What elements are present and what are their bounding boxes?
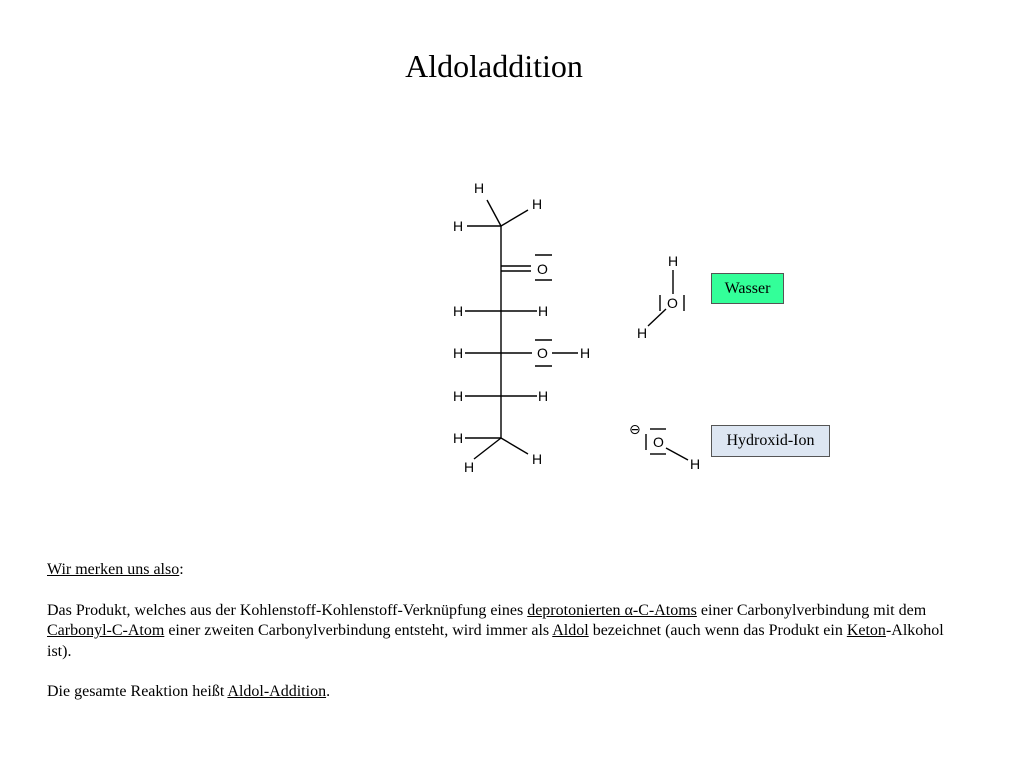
atom-o: O [537, 261, 548, 277]
atom-h: H [453, 345, 464, 361]
atom-h: H [580, 345, 591, 361]
aldol-atoms [453, 180, 590, 475]
term-keton: Keton [846, 622, 886, 639]
atom-o: O [667, 295, 678, 311]
atom-h: H [474, 180, 485, 196]
water-atoms [637, 253, 678, 341]
term-aldol-addition: Aldol-Addition [227, 683, 327, 700]
atom-h: H [532, 196, 543, 212]
water-bonds [648, 270, 684, 326]
water-label: Wasser [711, 273, 784, 304]
atom-h: H [668, 253, 679, 269]
term-carbonyl-c-atom: Carbonyl-C-Atom [47, 622, 165, 639]
atom-h: H [453, 388, 464, 404]
atom-h: H [690, 456, 701, 472]
atom-h: H [538, 303, 549, 319]
atom-o: O [537, 345, 548, 361]
atom-h: H [453, 218, 464, 234]
summary-heading-text: Wir merken uns also [47, 561, 180, 578]
atom-h: H [464, 459, 475, 475]
atom-h: H [532, 451, 543, 467]
atom-h: H [538, 388, 549, 404]
atom-h: H [637, 325, 648, 341]
atom-o: O [653, 434, 664, 450]
negative-charge-icon: ⊖ [629, 421, 641, 437]
summary-paragraph-aldol: Das Produkt, welches aus der Kohlenstoff-Kohlenstoff-Verknüpfung eines deprotonierten α-C-Atoms einer Carbonylverbindung mit dem Carbonyl-C-Atom einer zweiten Carbonylverbindung entsteht, wird immer als Aldol bezeichnet (auch wenn das Produkt ein Keton-Alkohol ist). [47, 601, 944, 660]
aldol-bonds [465, 200, 578, 459]
summary-paragraph-reaction: Die gesamte Reaktion heißt Aldol-Addition. [47, 683, 331, 700]
term-aldol: Aldol [552, 622, 589, 639]
summary-heading: Wir merken uns also: [47, 561, 184, 578]
hydroxide-label: Hydroxid-Ion [711, 425, 830, 457]
atom-h: H [453, 303, 464, 319]
summary-text [47, 560, 967, 703]
page-title: Aldoladdition [405, 48, 583, 84]
atom-h: H [453, 430, 464, 446]
term-deprotonated-alpha-c: deprotonierten α-C-Atoms [527, 601, 697, 619]
